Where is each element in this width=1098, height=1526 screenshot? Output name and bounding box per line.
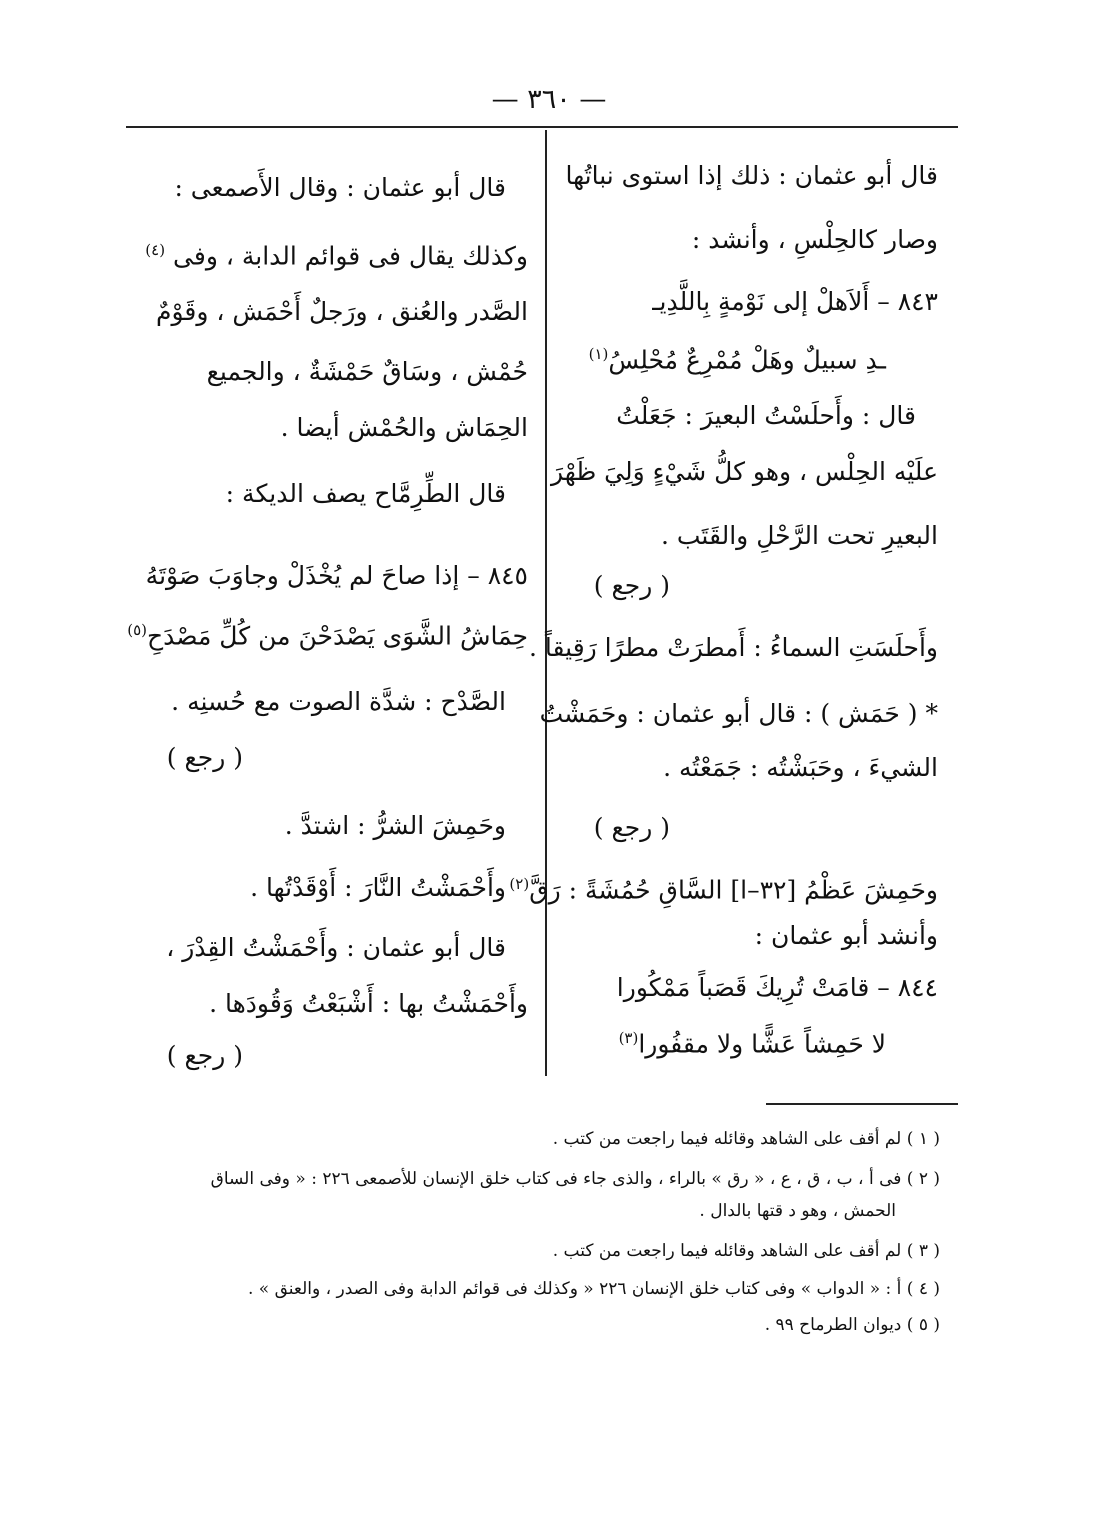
verse-text: حِمَاشُ الشَّوَى يَصْدَحْنَ من كُلِّ مَصْدَحِ — [147, 621, 528, 651]
line-text: وكذلك يقال فى قوائم الدابة ، وفى — [173, 241, 528, 271]
column-divider — [545, 130, 547, 1076]
footnote-4: ( ٤ ) أ : « الدواب » وفى كتاب خلق الإنسان ٢٢٦ « وكذلك فى قوائم الدابة وفى الصدر ، والعنق » . — [247, 1279, 940, 1299]
footnote-rule — [766, 1103, 958, 1105]
footnote-1: ( ١ ) لم أقف على الشاهد وقائله فيما راجعت من كتب . — [552, 1129, 940, 1149]
footnote-3: ( ٣ ) لم أقف على الشاهد وقائله فيما راجعت من كتب . — [552, 1241, 940, 1261]
footnote-5: ( ٥ ) ديوان الطرماح ٩٩ . — [764, 1315, 940, 1335]
entry-heading: * ( حَمَش ) : قال أبو عثمان : وحَمَشْتُ — [539, 699, 938, 728]
footnote-mark: (١) — [588, 345, 609, 363]
verse-843-line-2 — [589, 338, 886, 376]
verse-845-line-1: ٨٤٥ – إذا صاحَ لم يُخْذَلْ وجاوَبَ صَوْتَهُ — [145, 561, 528, 590]
text-line — [145, 234, 528, 272]
header-rule — [126, 126, 958, 128]
verse-844-line-2 — [619, 1022, 886, 1060]
text-line: وأَحلَسَتِ السماءُ : أَمطرَتْ مطرًا رَقِيقاً . — [529, 633, 938, 662]
footnote-2-cont: الحمش ، وهو د قتها بالدال . — [699, 1201, 896, 1221]
verse-845-line-2 — [127, 614, 528, 652]
verse-text: ـدِ سبيلٌ وهَلْ مُمْرِعٌ مُحْلِسُ — [608, 345, 886, 375]
page-number: — ٣٦٠ — — [491, 84, 607, 115]
verse-844-line-1: ٨٤٤ – قامَتْ تُرِيكَ قَصَباً مَمْكُورا — [616, 973, 938, 1002]
text-line: وصار كالحِلْسِ ، وأنشد : — [691, 225, 938, 254]
text-line: قال أبو عثمان : وأَحْمَشْتُ القِدْرَ ، — [166, 933, 506, 962]
text-line: قال أبو عثمان : ذلك إذا استوى نباتُها — [565, 161, 938, 190]
raju-marker: ( رجع ) — [593, 571, 670, 600]
verse-843-line-1: ٨٤٣ – أَلاَهلْ إلى نَوْمةٍ بِاللَّدِيـ — [652, 287, 938, 316]
footnote-mark: (٥) — [127, 621, 148, 639]
footnote-mark: (٣) — [618, 1029, 639, 1047]
line-text: وحَمِشَ عَظْمُ [٣٢–ا] السَّاقِ حُمُشَةً : رَقَّ — [529, 875, 938, 905]
text-line: الصَّدر والعُنق ، ورَجلٌ أَحْمَش ، وقَوْمٌ — [155, 297, 528, 326]
footnote-2: ( ٢ ) فى أ ، ب ، ق ، ع ، « رق » بالراء ، والذى جاء فى كتاب خلق الإنسان للأصمعى ٢٢٦ : « وفى الساق — [210, 1169, 940, 1189]
footnote-mark: (٢) — [509, 875, 530, 893]
text-line — [509, 868, 938, 906]
text-line: وأَحْمَشْتُ بها : أَشْبَعْتُ وَقُودَها . — [209, 989, 528, 1018]
text-line: وأنشد أبو عثمان : — [754, 921, 938, 950]
text-line: الصَّدْح : شدَّة الصوت مع حُسنِه . — [171, 687, 506, 716]
text-line: حُمْش ، وسَاقٌ حَمْشَةٌ ، والجميع — [206, 357, 528, 386]
text-line: قال الطِّرِمَّاح يصف الديكة : — [225, 479, 506, 508]
text-line: وأَحْمَشْتُ النَّارَ : أَوْقَدْتُها . — [250, 873, 506, 902]
text-line: علَيْه الحِلْس ، وهو كلُّ شَيْءٍ وَلِيَ ظَهْرَ — [551, 457, 938, 486]
raju-marker: ( رجع ) — [166, 743, 243, 772]
text-line: وحَمِشَ الشرُّ : اشتدَّ . — [284, 811, 506, 840]
text-line: قال : وأَحلَسْتُ البعيرَ : جَعَلْتُ — [616, 401, 916, 430]
text-line: الحِمَاش والحُمْش أيضا . — [280, 413, 528, 442]
footnote-mark: (٤) — [145, 241, 166, 259]
raju-marker: ( رجع ) — [166, 1041, 243, 1070]
verse-text: لا حَمِشاً عَشًّا ولا مقفُورا — [638, 1029, 886, 1059]
raju-marker: ( رجع ) — [593, 813, 670, 842]
text-line: قال أبو عثمان : وقال الأَصمعى : — [174, 173, 506, 202]
text-line: الشيءَ ، وحَبَشْتُه : جَمَعْتُه . — [663, 753, 938, 782]
text-line: البعيرِ تحت الرَّحْلِ والقَتَب . — [660, 521, 938, 550]
